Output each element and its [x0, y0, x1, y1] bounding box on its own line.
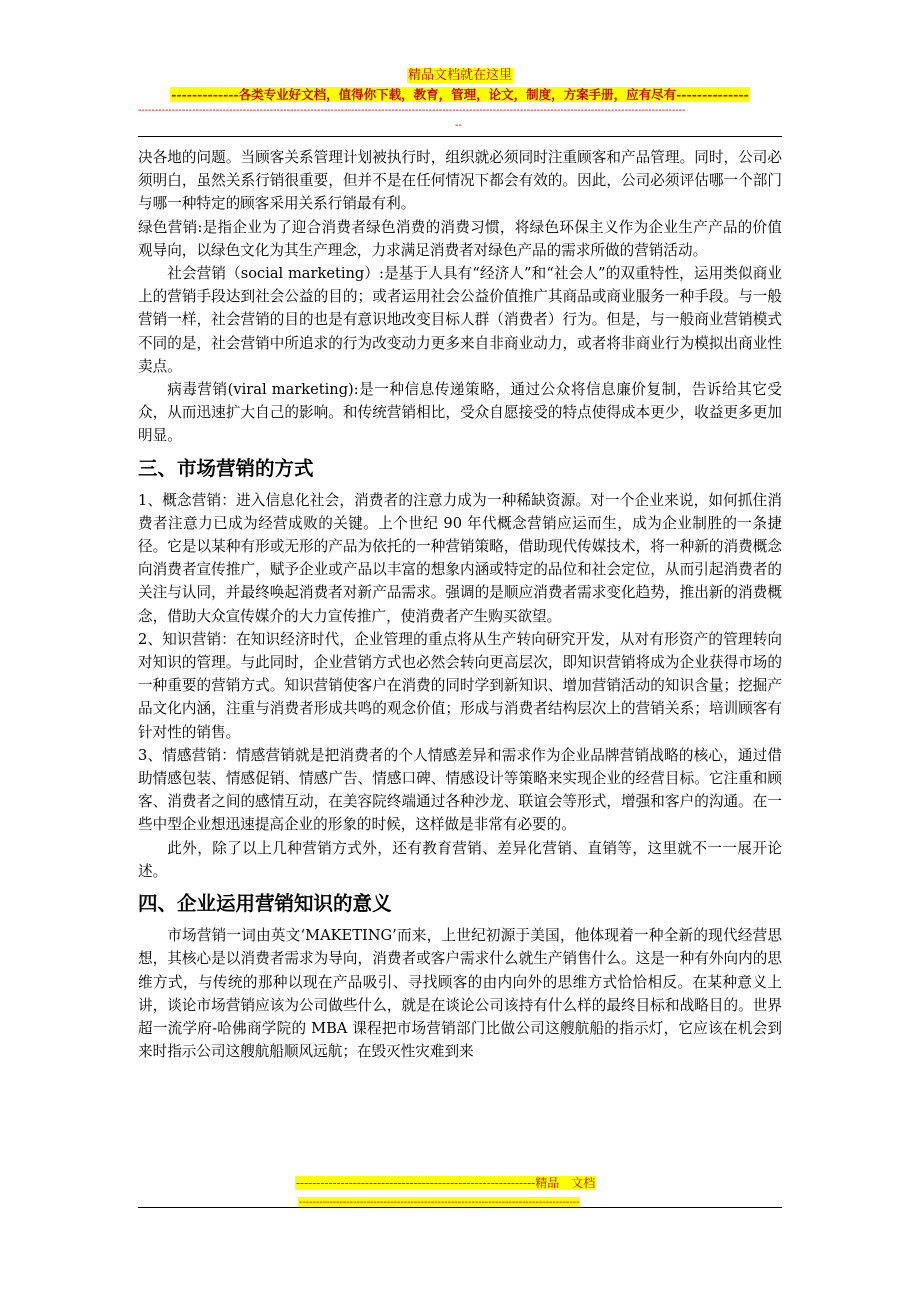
paragraph-concept-marketing: 1、概念营销：进入信息化社会，消费者的注意力成为一种稀缺资源。对一个企业来说，如何抓住消费者注意力已成为经营成败的关键。上个世纪 90 年代概念营销应运而生，成为企业制胜的一条捷径。它是以某种有形或无形的产品为依托的一种营销策略，借助现代传媒技术，将一种新的消费概念向消费者宣传推广，赋予企业或产品以丰富的想象内涵或特定的品位和社会定位，从而引起消费者的关注与认同，并最终唤起消费者对新产品需求。强调的是顺应消费者需求变化趋势，推出新的消费概念，借助大众宣传媒介的大力宣传推广，使消费者产生购买欲望。 — [138, 491, 782, 625]
paragraph-social-marketing: 社会营销（social marketing）:是基于人具有“经济人”和“社会人”的双重特性，运用类似商业上的营销手段达到社会公益的目的；或者运用社会公益价值推广其商品或商业服务一种手段。与一般营销一样，社会营销的目的也是有意识地改变目标人群（消费者）行为。但是，与一般商业营销模式不同的是，社会营销中所追求的行为改变动力更多来自非商业动力，或者将非商业行为模拟出商业性卖点。 — [138, 265, 782, 375]
header-rule — [138, 136, 782, 137]
header-subtitle — [138, 84, 782, 103]
paragraph-emotional-marketing: 3、情感营销：情感营销就是把消费者的个人情感差异和需求作为企业品牌营销战略的核心，通过借助情感包装、情感促销、情感广告、情感口碑、情感设计等策略来实现企业的经营目标。它注重和顾客、消费者之间的感情互动，在美容院终端通过各种沙龙、联谊会等形式，增强和客户的沟通。在一些中型企业想迅速提高企业的形象的时候，这样做是非常有必要的。 — [138, 746, 782, 834]
section-heading-3: 三、市场营销的方式 — [138, 456, 314, 480]
footer-line-2-text: ----------------------------------------------------------------------------------- — [299, 1197, 580, 1208]
section-heading-4: 四、企业运用营销知识的意义 — [138, 892, 392, 916]
document-body — [138, 146, 782, 1063]
footer-rule — [138, 1207, 782, 1208]
header-title-text: 精品文档就在这里 — [407, 68, 512, 83]
header-dash-tail: -- — [455, 120, 462, 131]
paragraph-relationship-marketing: 决各地的问题。当顾客关系管理计划被执行时，组织就必须同时注重顾客和产品管理。同时，公司必须明白，虽然关系行销很重要，但并不是在任何情况下都会有效的。因此，公司必须评估哪一个部门与哪一种特定的顾客采用关系行销最有利。 — [138, 149, 782, 213]
paragraph-marketing-significance: 市场营销一词由英文‘MAKETING’而来，上世纪初源于美国，他体现着一种全新的现代经营思想，其核心是以消费者需求为导向，消费者或客户需求什么就生产销售什么。这是一种有外向内的思维方式，与传统的那种以现在产品吸引、寻找顾客的由内向外的思维方式恰恰相反。在某种意义上讲，谈论市场营销应该为公司做些什么，就是在谈论公司该持有什么样的最终目标和战略目的。世界超一流学府-哈佛商学院的 MBA 课程把市场营销部门比做公司这艘航船的指示灯，它应该在机会到来时指示公司这艘航船顺风远航；在毁灭性灾难到来 — [138, 927, 782, 1061]
header-dash-line: ------------------------------------------------------------------------------------------------------------------------------------------------------------------ — [138, 105, 686, 116]
paragraph-knowledge-marketing: 2、知识营销：在知识经济时代，企业管理的重点将从生产转向研究开发，从对有形资产的管理转向对知识的管理。与此同时，企业营销方式也必然会转向更高层次，即知识营销将成为企业获得市场的一种重要的营销方式。知识营销使客户在消费的同时学到新知识、增加营销活动的知识含量；挖掘产品文化内涵，注重与消费者形成共鸣的观念价值；形成与消费者结构层次上的营销关系；培训顾客有针对性的销售。 — [138, 630, 782, 741]
header-title — [0, 64, 920, 84]
footer-line-1-text: -----------------------------------------------------------精品 文档 — [296, 1176, 596, 1190]
paragraph-other-methods: 此外，除了以上几种营销方式外，还有教育营销、差异化营销、直销等，这里就不一一展开论述。 — [138, 839, 782, 880]
paragraph-green-marketing: 绿色营销:是指企业为了迎合消费者绿色消费的消费习惯，将绿色环保主义作为企业生产产品的价值观导向，以绿色文化为其生产理念，力求满足消费者对绿色产品的需求所做的营销活动。 — [138, 218, 782, 259]
footer-line-1 — [295, 1172, 655, 1191]
paragraph-viral-marketing: 病毒营销(viral marketing):是一种信息传递策略，通过公众将信息廉价复制，告诉给其它受众，从而迅速扩大自己的影响。和传统营销相比，受众自愿接受的特点使得成本更少，收益更多更加明显。 — [138, 381, 782, 445]
header-subtitle-text: -------------各类专业好文档，值得你下载，教育，管理，论文，制度，方案手册，应有尽有-------------- — [171, 87, 749, 102]
